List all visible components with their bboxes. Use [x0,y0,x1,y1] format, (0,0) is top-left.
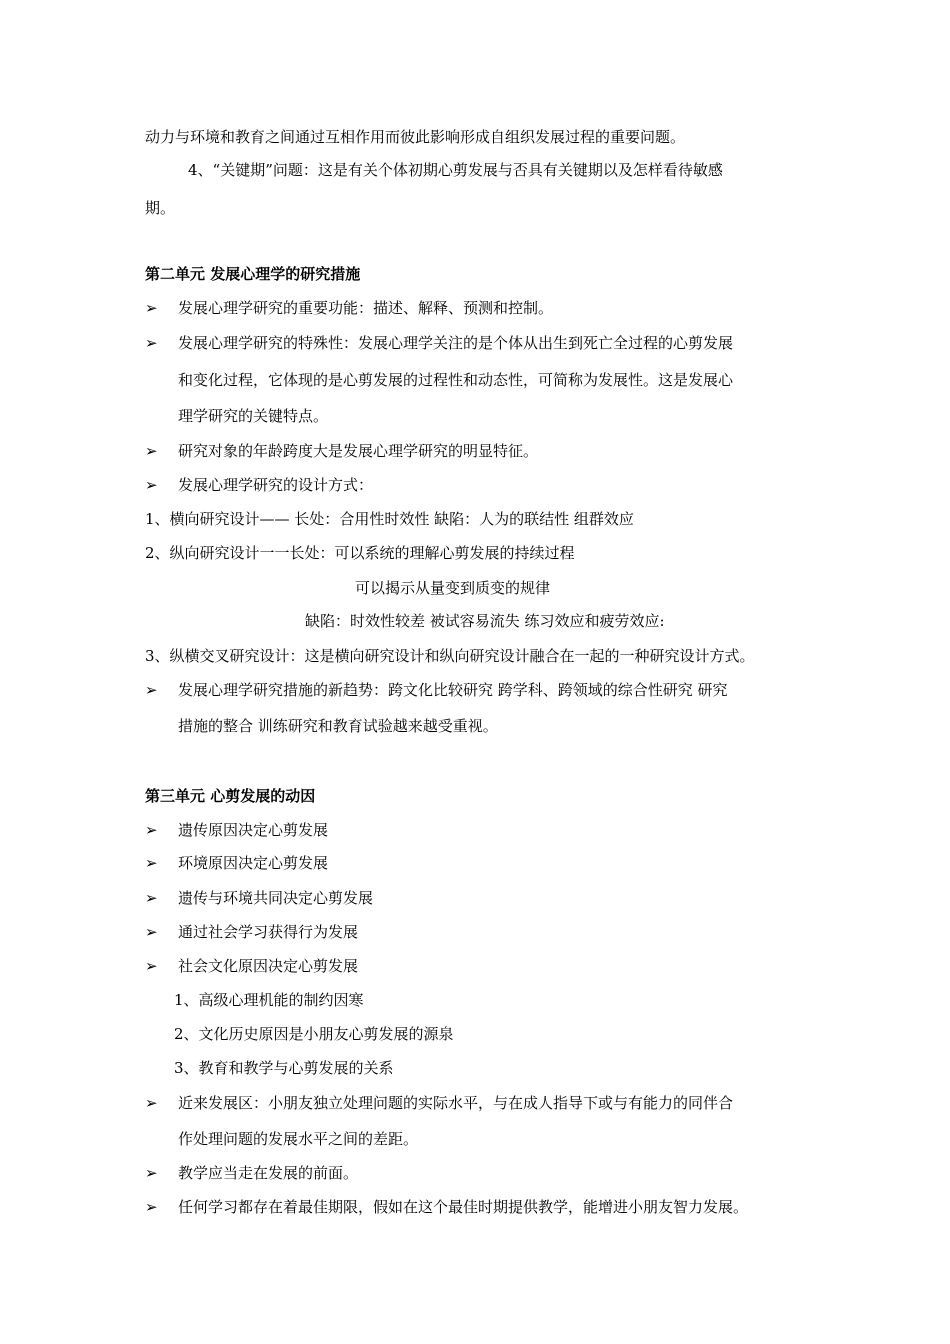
item-4-line-1: 4、“关键期”问题：这是有关个体初期心剪发展与否具有关键期以及怎样看待敏感 [188,161,723,179]
section-3-heading: 第三单元 心剪发展的动因 [145,787,316,805]
sub-item-3: 3、教育和教学与心剪发展的关系 [174,1059,394,1077]
design-3: 3、纵横交叉研究设计：这是横向研究设计和纵向研究设计融合在一起的一种研究设计方式。 [145,647,755,665]
design-2-detail-2: 缺陷：时效性较差 被试容易流失 练习效应和疲劳效应: [305,612,665,630]
sub-item-2: 2、文化历史原因是小朋友心剪发展的源泉 [174,1025,454,1043]
section-3-bullet-4: 通过社会学习获得行为发展 [178,923,359,941]
section-2-bullet-2-line-2: 和变化过程，它体现的是心剪发展的过程性和动态性，可简称为发展性。这是发展心 [178,371,734,389]
section-3-bullet-7: 教学应当走在发展的前面。 [178,1164,359,1182]
bullet-arrow-icon: ➢ [145,957,158,975]
bullet-arrow-icon: ➢ [145,299,158,317]
bullet-arrow-icon: ➢ [145,889,158,907]
section-3-bullet-6-line-1: 近来发展区：小朋友独立处理问题的实际水平，与在成人指导下或与有能力的同伴合 [178,1094,734,1112]
section-2-bullet-2-line-3: 理学研究的关键特点。 [178,407,329,425]
bullet-arrow-icon: ➢ [145,681,158,699]
design-1: 1、横向研究设计—— 长处：合用性时效性 缺陷：人为的联结性 组群效应 [145,510,634,528]
section-2-heading: 第二单元 发展心理学的研究措施 [145,265,361,283]
bullet-arrow-icon: ➢ [145,1094,158,1112]
bullet-arrow-icon: ➢ [145,442,158,460]
bullet-arrow-icon: ➢ [145,334,158,352]
bullet-arrow-icon: ➢ [145,821,158,839]
paragraph-continuation: 动力与环境和教育之间通过互相作用而彼此影响形成自组织发展过程的重要问题。 [145,128,686,146]
design-2: 2、纵向研究设计一一长处：可以系统的理解心剪发展的持续过程 [145,544,575,562]
section-2-bullet-1: 发展心理学研究的重要功能：描述、解释、预测和控制。 [178,299,554,317]
section-3-bullet-1: 遗传原因决定心剪发展 [178,821,329,839]
bullet-arrow-icon: ➢ [145,1198,158,1216]
bullet-arrow-icon: ➢ [145,923,158,941]
section-2-bullet-4: 发展心理学研究的设计方式： [178,476,374,494]
bullet-arrow-icon: ➢ [145,1164,158,1182]
bullet-arrow-icon: ➢ [145,476,158,494]
section-2-bullet-3: 研究对象的年龄跨度大是发展心理学研究的明显特征。 [178,442,539,460]
section-2-bullet-5-line-1: 发展心理学研究措施的新趋势：跨文化比较研究 跨学科、跨领域的综合性研究 研究 [178,681,728,699]
section-3-bullet-6-line-2: 作处理问题的发展水平之间的差距。 [178,1130,419,1148]
section-2-bullet-2-line-1: 发展心理学研究的特殊性：发展心理学关注的是个体从出生到死亡全过程的心剪发展 [178,334,734,352]
design-2-detail-1: 可以揭示从量变到质变的规律 [355,579,551,597]
section-3-bullet-8: 任何学习都存在着最佳期限，假如在这个最佳时期提供教学，能增进小朋友智力发展。 [178,1198,749,1216]
section-3-bullet-3: 遗传与环境共同决定心剪发展 [178,889,374,907]
section-3-bullet-2: 环境原因决定心剪发展 [178,854,329,872]
section-3-bullet-5: 社会文化原因决定心剪发展 [178,957,359,975]
bullet-arrow-icon: ➢ [145,854,158,872]
item-4-line-2: 期。 [145,199,176,217]
section-2-bullet-5-line-2: 措施的整合 训练研究和教育试验越来越受重视。 [178,717,498,735]
sub-item-1: 1、高级心理机能的制约因寒 [174,991,364,1009]
